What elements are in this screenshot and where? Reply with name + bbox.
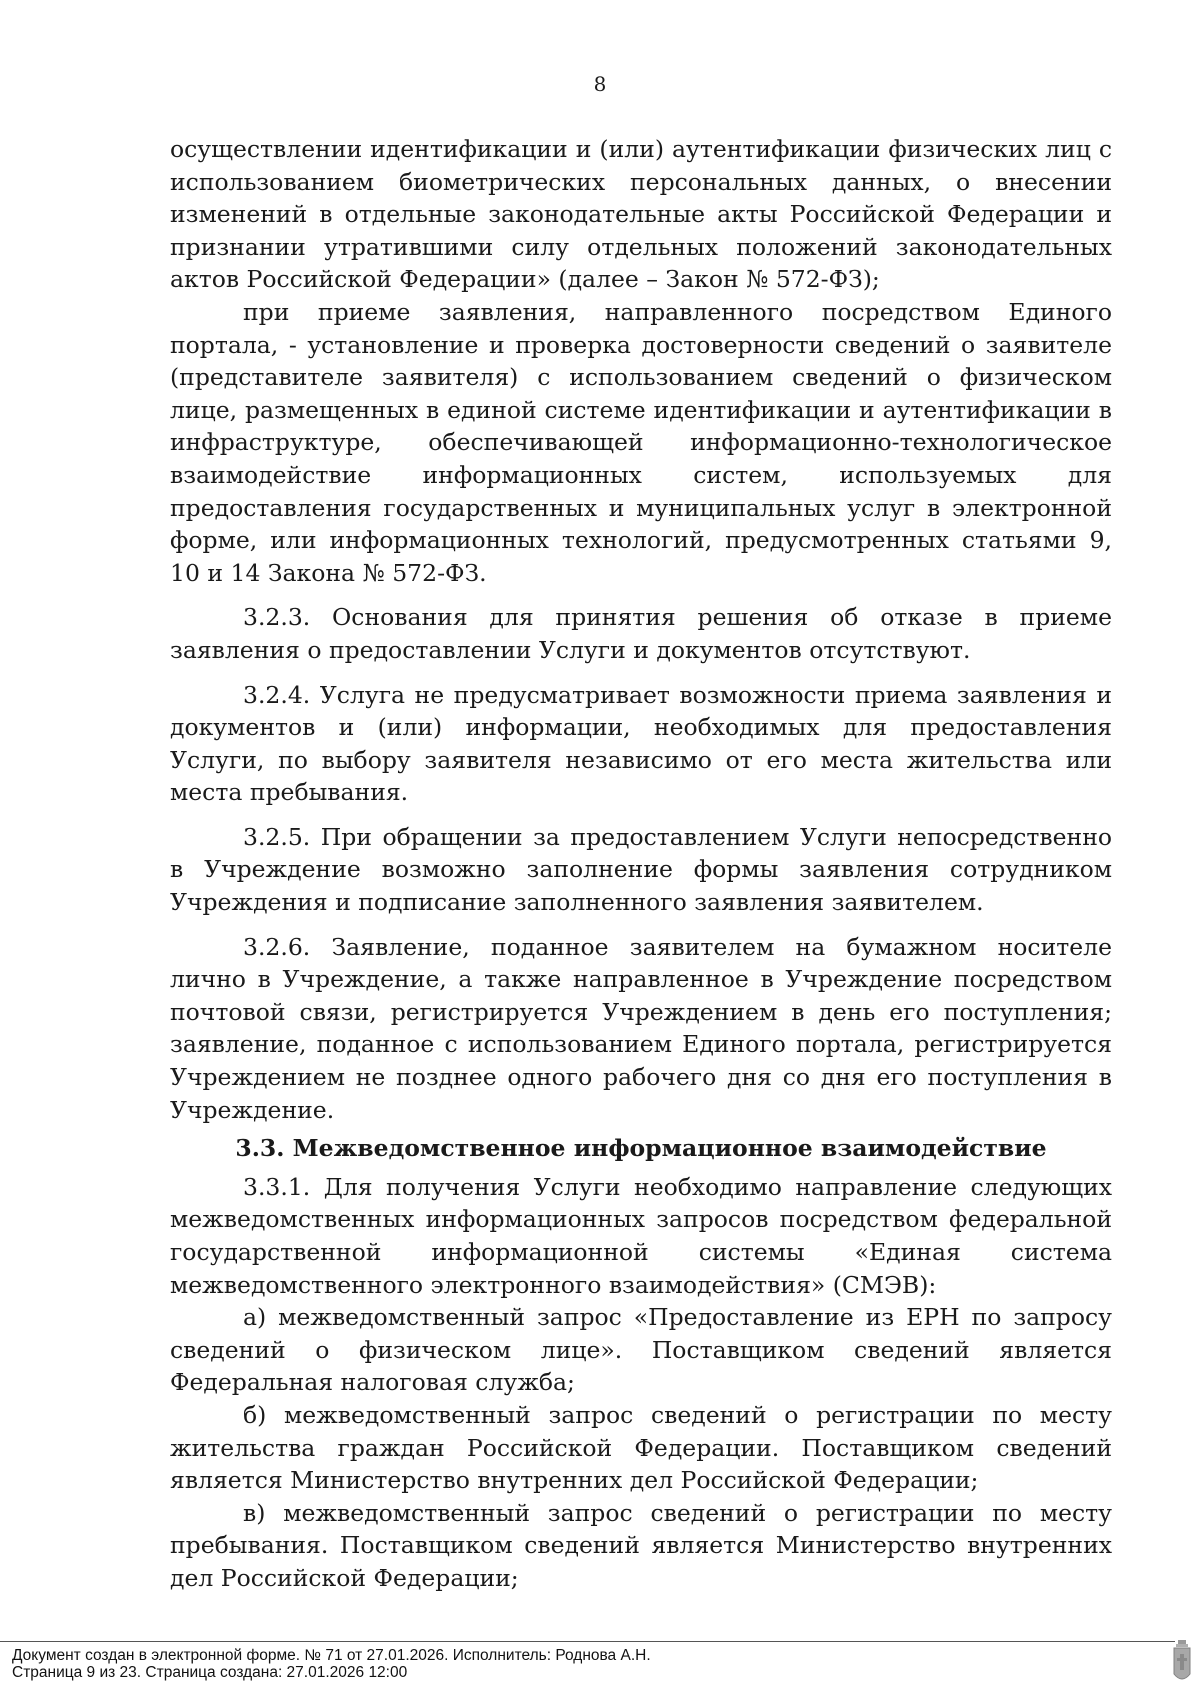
- footer-divider: [0, 1641, 1175, 1642]
- footer-line-document-info: Документ создан в электронной форме. № 71 от 27.01.2026. Исполнитель: Роднова А.Н.: [12, 1647, 651, 1664]
- footer-line-page-info: Страница 9 из 23. Страница создана: 27.01.2026 12:00: [12, 1664, 408, 1681]
- paragraph-3-3-1: 3.3.1. Для получения Услуги необходимо направление следующих межведомственных информационных запросов посредством федеральной государственной информационной системы «Единая система межведомственного электронного взаимодействия» (СМЭВ):: [170, 1172, 1112, 1299]
- list-item-a: а) межведомственный запрос «Предоставление из ЕРН по запросу сведений о физическом лице». Поставщиком сведений является Федеральная налоговая служба;: [170, 1303, 1112, 1397]
- list-item-v: в) межведомственный запрос сведений о регистрации по месту пребывания. Поставщиком сведений является Министерство внутренних дел Российской Федерации;: [170, 1498, 1112, 1592]
- footer: [12, 1647, 651, 1681]
- section-heading-3-3: 3.3. Межведомственное информационное взаимодействие: [235, 1134, 1047, 1163]
- paragraph-continuation: осуществлении идентификации и (или) аутентификации физических лиц с использованием биометрических персональных данных, о внесении изменений в отдельные законодательные акты Российской Федерации и признании утратившими силу отдельных положений законодательных актов Российской Федерации» (далее – Закон № 572-ФЗ);: [170, 135, 1112, 294]
- page-number: 8: [593, 72, 607, 96]
- paragraph-3-2-4: 3.2.4. Услуга не предусматривает возможности приема заявления и документов и (или) информации, необходимых для предоставления Услуги, по выбору заявителя независимо от его места жительства или места пребывания.: [170, 680, 1112, 807]
- paragraph-3-2-5: 3.2.5. При обращении за предоставлением Услуги непосредственно в Учреждение возможно заполнение формы заявления сотрудником Учреждения и подписание заполненного заявления заявителем.: [170, 822, 1112, 917]
- paragraph-portal-verification: при приеме заявления, направленного посредством Единого портала, - установление и проверка достоверности сведений о заявителе (представителе заявителя) с использованием сведений о физическом лице, размещенных в единой системе идентификации и аутентификации в инфраструктуре, обеспечивающей информационно-технологическое взаимодействие информационных систем, используемых для предоставления государственных и муниципальных услуг в электронной форме, или информационных технологий, предусмотренных статьями 9, 10 и 14 Закона № 572-ФЗ.: [170, 297, 1112, 587]
- paragraph-3-2-6: 3.2.6. Заявление, поданное заявителем на бумажном носителе лично в Учреждение, а также направленное в Учреждение посредством почтовой связи, регистрируется Учреждением в день его поступления; заявление, поданное с использованием Единого портала, регистрируется Учреждением не позднее одного рабочего дня со дня его поступления в Учреждение.: [170, 932, 1112, 1124]
- document-body: [170, 133, 1112, 1595]
- list-item-b: б) межведомственный запрос сведений о регистрации по месту жительства граждан Российской Федерации. Поставщиком сведений является Министерство внутренних дел Российской Федерации;: [170, 1400, 1112, 1495]
- paragraph-3-2-3: 3.2.3. Основания для принятия решения об отказе в приеме заявления о предоставлении Услуги и документов отсутствуют.: [170, 603, 1112, 664]
- coat-of-arms-icon: [1172, 1638, 1192, 1686]
